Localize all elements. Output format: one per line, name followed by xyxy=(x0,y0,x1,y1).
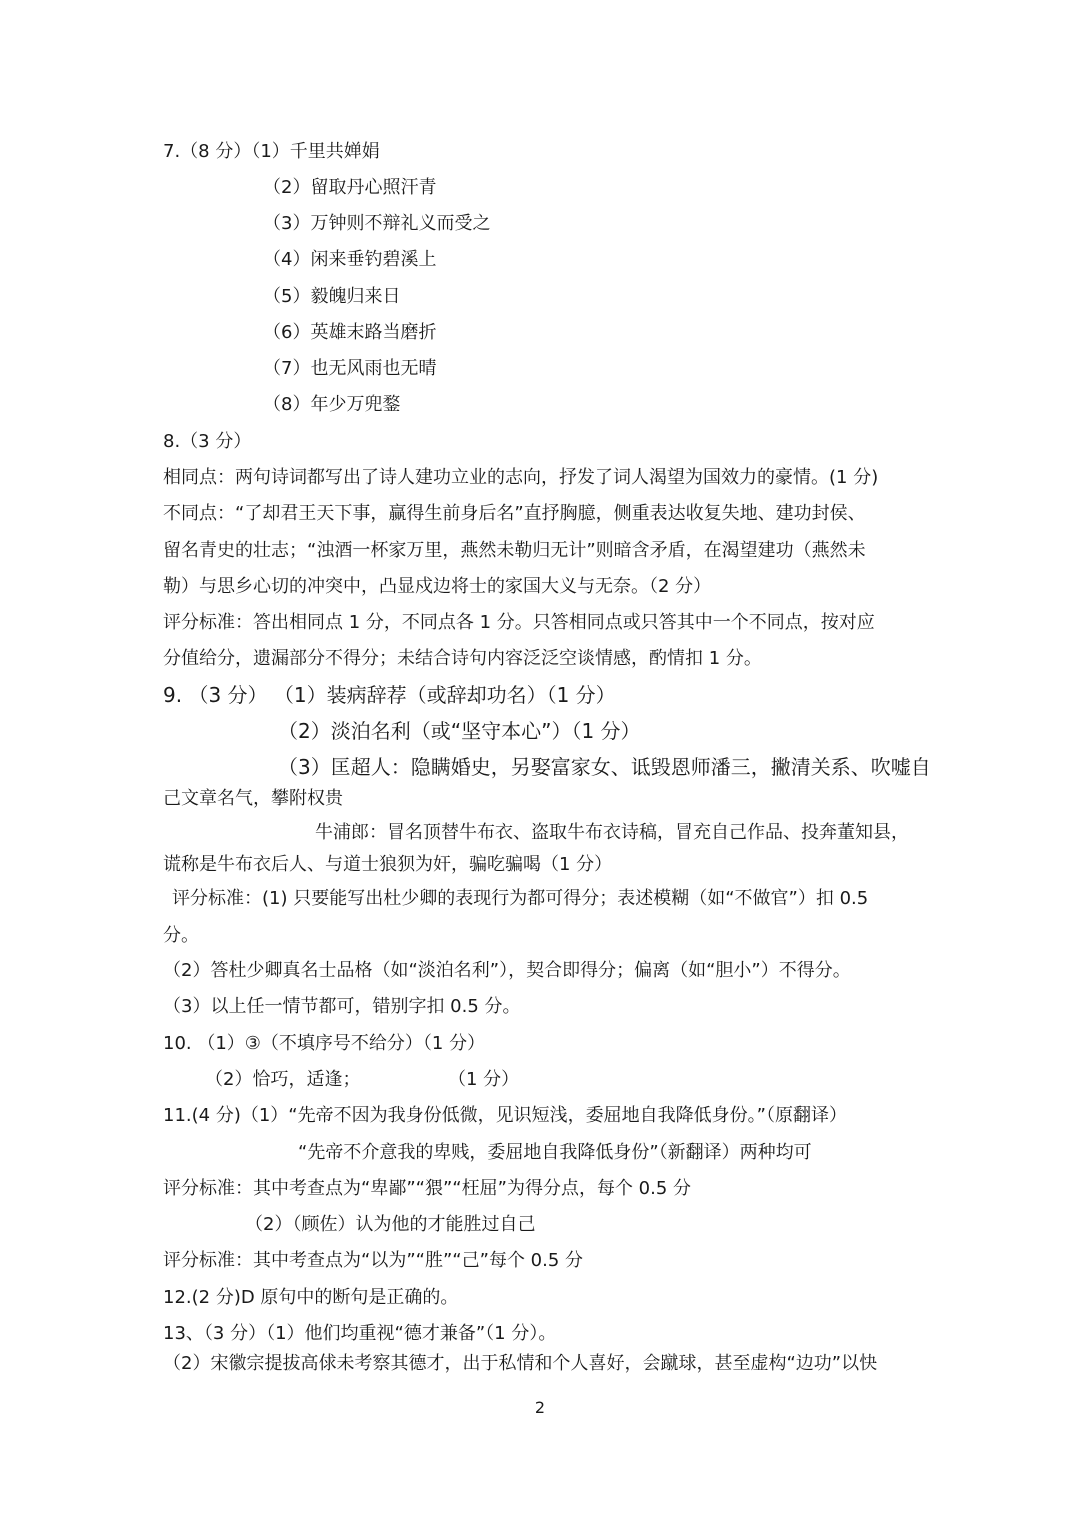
q13-line-2: （2）宋徽宗提拔高俅未考察其德才，出于私情和个人喜好，会蹴球，甚至虚构“边功”以快 xyxy=(163,1353,878,1374)
q7-item-6: （6）英雄末路当磨折 xyxy=(263,322,437,343)
q7-item-7: （7）也无风雨也无晴 xyxy=(263,358,437,379)
q8-line: 留名青史的壮志；“浊酒一杯家万里，燕然未勒归无计”则暗含矛盾，在渴望建功（燕然未 xyxy=(163,540,866,561)
q9-line-5: 牛浦郎：冒名顶替牛布衣、盗取牛布衣诗稿，冒充自己作品、投奔董知县， xyxy=(315,822,909,843)
q9-line-4: 己文章名气，攀附权贵 xyxy=(163,788,343,809)
page-number: 2 xyxy=(534,1398,546,1417)
q9-line-2: （2）淡泊名利（或“坚守本心”）（1 分） xyxy=(278,719,641,743)
q8-line: 不同点：“了却君王天下事，赢得生前身后名”直抒胸臆，侧重表达收复失地、建功封侯、 xyxy=(163,503,866,524)
q7-item-4: （4）闲来垂钓碧溪上 xyxy=(263,249,437,270)
q7-head: 7.（8 分）（1）千里共婵娟 xyxy=(163,141,380,162)
q7-item-5: （5）毅魄归来日 xyxy=(263,286,401,307)
q8-line: 勒）与思乡心切的冲突中，凸显戍边将士的家国大义与无奈。（2 分） xyxy=(163,576,712,597)
q9-line-10: （3）以上任一情节都可，错别字扣 0.5 分。 xyxy=(163,996,521,1017)
q11-line-3: 评分标准：其中考查点为“卑鄙”“猥”“枉屈”为得分点，每个 0.5 分 xyxy=(163,1178,692,1199)
q9-line-7: 评分标准：(1) 只要能写出杜少卿的表现行为都可得分；表述模糊（如“不做官”）扣 0.5 xyxy=(172,888,869,909)
q11-line-1: 11.(4 分)（1）“先帝不因为我身份低微，见识短浅，委屈地自我降低身份。”（原翻译） xyxy=(163,1105,847,1126)
q7-item-2: （2）留取丹心照汗青 xyxy=(263,177,437,198)
q8-head: 8.（3 分） xyxy=(163,431,252,452)
q8-line: 相同点：两句诗词都写出了诗人建功立业的志向，抒发了词人渴望为国效力的豪情。(1 分) xyxy=(163,467,879,488)
q12-line-1: 12.(2 分)D 原句中的断句是正确的。 xyxy=(163,1287,459,1308)
q9-line-8: 分。 xyxy=(163,925,199,946)
q7-item-3: （3）万钟则不辩礼义而受之 xyxy=(263,213,491,234)
q8-line: 评分标准：答出相同点 1 分，不同点各 1 分。只答相同点或只答其中一个不同点，按对应 xyxy=(163,612,875,633)
q9-line-9: （2）答杜少卿真名士品格（如“淡泊名利”），契合即得分；偏离（如“胆小”）不得分。 xyxy=(163,960,851,981)
q10-score: （1 分） xyxy=(448,1069,520,1090)
q7-item-8: （8）年少万兜鍪 xyxy=(263,394,401,415)
q10-line-2: （2）恰巧，适逢； xyxy=(205,1069,361,1090)
q9-head: 9. （3 分） （1）装病辞荐（或辞却功名）（1 分） xyxy=(163,683,616,707)
q13-line-1: 13、（3 分）（1）他们均重视“德才兼备”（1 分）。 xyxy=(163,1323,557,1344)
q10-line-1: 10. （1）③（不填序号不给分）（1 分） xyxy=(163,1033,486,1054)
q11-line-4: （2）（顾佐）认为他的才能胜过自己 xyxy=(245,1214,536,1235)
q8-line: 分值给分，遗漏部分不得分；未结合诗句内容泛泛空谈情感，酌情扣 1 分。 xyxy=(163,648,762,669)
q11-line-2: “先帝不介意我的卑贱，委屈地自我降低身份”（新翻译）两种均可 xyxy=(298,1142,812,1163)
q9-line-6: 谎称是牛布衣后人、与道士狼狈为奸，骗吃骗喝（1 分） xyxy=(163,854,613,875)
q9-line-3: （3）匡超人：隐瞒婚史，另娶富家女、诋毁恩师潘三，撇清关系、吹嘘自 xyxy=(278,755,931,779)
q11-line-5: 评分标准：其中考查点为“以为”“胜”“己”每个 0.5 分 xyxy=(163,1250,584,1271)
